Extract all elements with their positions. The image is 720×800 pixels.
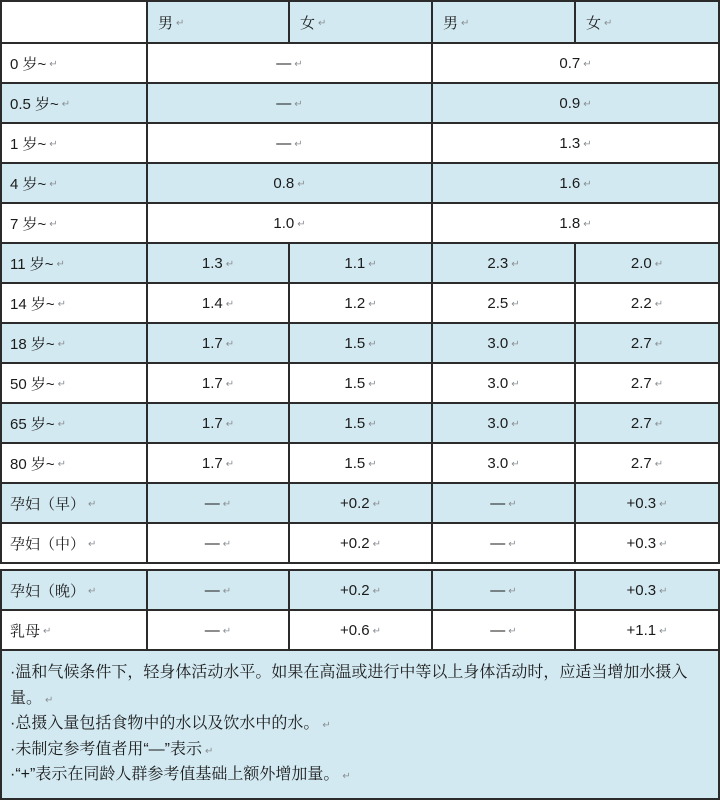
table-cell-text: — [490,581,506,599]
table-cell-text: 2.2 [630,294,652,312]
return-mark-icon: ↵ [297,219,306,230]
table-cell-text: 3.0 [487,454,509,472]
table-cell-text: 2.3 [487,254,509,272]
table-cell-text: 0.9 [559,94,581,112]
return-mark-icon: ↵ [57,299,67,310]
row-label-text: 4 岁~ [10,175,47,193]
table-cell [433,324,576,364]
table-cell [148,611,290,651]
return-mark-icon: ↵ [225,459,235,470]
table-cell [433,571,576,611]
return-mark-icon: ↵ [508,539,517,550]
table-cell [576,611,720,651]
row-label [2,164,148,204]
return-mark-icon: ↵ [583,59,592,70]
table-cell [576,444,720,484]
table-cell-text: 1.1 [344,254,366,272]
return-mark-icon: ↵ [318,18,327,29]
return-mark-icon: ↵ [56,259,65,270]
return-mark-icon: ↵ [368,259,377,270]
table-cell-text: — [204,494,220,512]
row-label-text: 65 岁~ [10,415,55,433]
header-cell-female-text: 女 [586,14,602,32]
return-mark-icon: ↵ [294,59,303,70]
row-label-text: 18 岁~ [10,335,55,353]
table-cell [148,444,290,484]
return-mark-icon: ↵ [225,379,235,390]
return-mark-icon: ↵ [654,339,664,350]
return-mark-icon: ↵ [368,379,377,390]
return-mark-icon: ↵ [511,339,520,350]
return-mark-icon: ↵ [225,419,235,430]
return-mark-icon: ↵ [49,59,58,70]
return-mark-icon: ↵ [659,539,668,550]
return-mark-icon: ↵ [511,299,520,310]
table-cell-text: +0.3 [626,494,657,512]
table-cell [290,324,433,364]
footnote-text: ·总摄入量包括食物中的水以及饮水中的水。 [10,715,320,733]
return-mark-icon: ↵ [372,539,381,550]
return-mark-icon: ↵ [176,18,185,29]
header-cell-female [290,2,433,44]
table-cell [576,244,720,284]
return-mark-icon: ↵ [659,586,668,597]
return-mark-icon: ↵ [511,459,520,470]
table-cell [148,284,290,324]
table-cell [148,84,433,124]
return-mark-icon: ↵ [61,99,71,110]
return-mark-icon: ↵ [461,18,470,29]
table-cell-text: +0.3 [626,581,657,599]
table-cell [148,164,433,204]
row-label-text: 0 岁~ [10,55,47,73]
return-mark-icon: ↵ [659,499,668,510]
return-mark-icon: ↵ [372,626,381,637]
footnote [10,711,710,737]
row-label-text: 孕妇（晚） [10,582,86,600]
return-mark-icon: ↵ [49,139,58,150]
row-label-text: 1 岁~ [10,135,47,153]
return-mark-icon: ↵ [654,259,664,270]
table-cell-text: +0.3 [626,534,657,552]
table-cell-text: — [204,534,220,552]
table-cell-text: 1.3 [201,254,223,272]
table-cell-text: 1.7 [201,334,223,352]
table-cell [148,364,290,404]
row-label [2,204,148,244]
table-cell-text: 2.7 [630,414,652,432]
table-cell-text: +1.1 [626,621,657,639]
return-mark-icon: ↵ [508,586,517,597]
return-mark-icon: ↵ [583,219,592,230]
table-cell [148,524,290,564]
header-cell-male [433,2,576,44]
return-mark-icon: ↵ [368,419,377,430]
table-cell-text: +0.6 [339,621,370,639]
return-mark-icon: ↵ [511,379,520,390]
table-cell-text: +0.2 [339,494,370,512]
table-cell-text: — [490,621,506,639]
row-label [2,124,148,164]
table-cell-text: 2.7 [630,454,652,472]
header-cell-male [148,2,290,44]
row-label [2,571,148,611]
table-cell-text: — [204,621,220,639]
return-mark-icon: ↵ [222,586,232,597]
footnote-text: ·未制定参考值者用“—”表示 [10,740,202,758]
row-label-text: 孕妇（早） [10,495,86,513]
table-cell [576,571,720,611]
return-mark-icon: ↵ [511,419,520,430]
header-cell-female-text: 女 [300,14,316,32]
table-cell [433,164,720,204]
table-cell [433,284,576,324]
table-section-2 [0,569,720,651]
row-label [2,524,148,564]
row-label [2,444,148,484]
return-mark-icon: ↵ [368,339,377,350]
table-cell [433,124,720,164]
table-cell [433,524,576,564]
table-cell [576,404,720,444]
table-cell-text: 3.0 [487,334,509,352]
return-mark-icon: ↵ [368,459,377,470]
table-cell [290,524,433,564]
return-mark-icon: ↵ [205,745,214,757]
table-cell [290,364,433,404]
return-mark-icon: ↵ [225,339,235,350]
table-cell-text: 1.3 [559,134,581,152]
row-label [2,484,148,524]
table-cell-text: 1.7 [201,454,223,472]
table-cell [290,404,433,444]
table-cell-text: 1.7 [201,374,223,392]
table-cell [576,484,720,524]
table-cell [290,571,433,611]
return-mark-icon: ↵ [49,179,58,190]
table-cell-text: 1.0 [273,214,295,232]
table-cell [290,284,433,324]
return-mark-icon: ↵ [57,339,67,350]
row-label-text: 11 岁~ [10,255,54,273]
return-mark-icon: ↵ [222,539,232,550]
table-cell [433,364,576,404]
table-cell [148,324,290,364]
return-mark-icon: ↵ [654,459,664,470]
return-mark-icon: ↵ [511,259,520,270]
table-cell [433,244,576,284]
return-mark-icon: ↵ [294,99,303,110]
return-mark-icon: ↵ [342,771,351,783]
table-cell-text: 2.7 [630,334,652,352]
footnote [10,660,710,711]
table-cell [433,484,576,524]
table-cell-text: 2.0 [630,254,652,272]
return-mark-icon: ↵ [583,99,592,110]
table-cell-text: 1.6 [559,174,581,192]
table-cell-text: — [276,54,292,72]
table-cell-text: 1.5 [344,334,366,352]
table-cell [433,611,576,651]
footnote-text: ·温和气候条件下，轻身体活动水平。如果在高温或进行中等以上身体活动时，应适当增加水摄入量。 [10,664,688,707]
table-cell-text: — [490,494,506,512]
return-mark-icon: ↵ [45,694,54,706]
table-cell-text: 1.7 [201,414,223,432]
row-label [2,364,148,404]
table-cell [576,324,720,364]
row-label-text: 0.5 岁~ [10,95,59,113]
return-mark-icon: ↵ [372,499,381,510]
table-cell [433,44,720,84]
table-cell [290,611,433,651]
table-cell-text: 3.0 [487,414,509,432]
row-label-text: 孕妇（中） [10,535,86,553]
table-cell-text: 1.5 [344,414,366,432]
table-cell [433,444,576,484]
table-cell [576,364,720,404]
row-label [2,284,148,324]
footnote [10,762,710,788]
return-mark-icon: ↵ [654,379,664,390]
table-cell [433,404,576,444]
table-cell-text: — [490,534,506,552]
footnote-text: ·“+”表示在同龄人群参考值基础上额外增加量。 [10,766,340,784]
row-label-text: 7 岁~ [10,215,47,233]
return-mark-icon: ↵ [57,419,67,430]
table-cell-text: 1.5 [344,454,366,472]
row-label-text: 14 岁~ [10,295,55,313]
table-cell-text: — [204,581,220,599]
table-cell-text: 0.8 [273,174,295,192]
table-cell-text: +0.2 [339,534,370,552]
return-mark-icon: ↵ [57,379,67,390]
return-mark-icon: ↵ [659,626,668,637]
table-cell [148,204,433,244]
table-cell-text: 1.4 [201,294,223,312]
return-mark-icon: ↵ [372,586,381,597]
table-cell-text: 0.7 [559,54,581,72]
return-mark-icon: ↵ [508,499,517,510]
row-label [2,84,148,124]
return-mark-icon: ↵ [225,259,235,270]
table-cell [148,571,290,611]
table-cell-text: 1.5 [344,374,366,392]
return-mark-icon: ↵ [222,626,232,637]
row-label [2,611,148,651]
header-cell-male-text: 男 [158,14,174,32]
return-mark-icon: ↵ [49,219,58,230]
return-mark-icon: ↵ [508,626,517,637]
return-mark-icon: ↵ [604,18,613,29]
return-mark-icon: ↵ [43,626,52,637]
return-mark-icon: ↵ [654,419,664,430]
table-cell [576,284,720,324]
return-mark-icon: ↵ [583,179,592,190]
return-mark-icon: ↵ [225,299,235,310]
table-cell-text: 3.0 [487,374,509,392]
return-mark-icon: ↵ [88,586,97,597]
table-cell [148,44,433,84]
table-cell [433,84,720,124]
row-label [2,324,148,364]
return-mark-icon: ↵ [57,459,67,470]
return-mark-icon: ↵ [294,139,303,150]
table-cell-text: 2.7 [630,374,652,392]
table-cell-text: — [276,94,292,112]
table-cell-text: 2.5 [487,294,509,312]
row-label [2,44,148,84]
table-cell-text: +0.2 [339,581,370,599]
row-label-text: 80 岁~ [10,455,55,473]
row-label [2,244,148,284]
table-cell-text: 1.2 [344,294,366,312]
table-cell [576,524,720,564]
table-cell [433,204,720,244]
table-cell [148,404,290,444]
table-cell [290,244,433,284]
return-mark-icon: ↵ [583,139,592,150]
return-mark-icon: ↵ [88,499,97,510]
return-mark-icon: ↵ [368,299,377,310]
table-cell [290,484,433,524]
table-cell-text: 1.8 [559,214,581,232]
row-label-text: 50 岁~ [10,375,55,393]
return-mark-icon: ↵ [654,299,664,310]
return-mark-icon: ↵ [297,179,306,190]
table-cell [148,124,433,164]
footnote [10,737,710,763]
row-label-text: 乳母 [10,622,41,640]
header-corner-cell [2,2,148,44]
return-mark-icon: ↵ [322,720,331,732]
table-cell-text: — [276,134,292,152]
header-cell-male-text: 男 [443,14,459,32]
table-cell [290,444,433,484]
return-mark-icon: ↵ [222,499,232,510]
header-cell-female [576,2,720,44]
row-label [2,404,148,444]
table-cell [148,484,290,524]
footnotes [0,651,720,800]
table-cell [148,244,290,284]
return-mark-icon: ↵ [88,539,97,550]
